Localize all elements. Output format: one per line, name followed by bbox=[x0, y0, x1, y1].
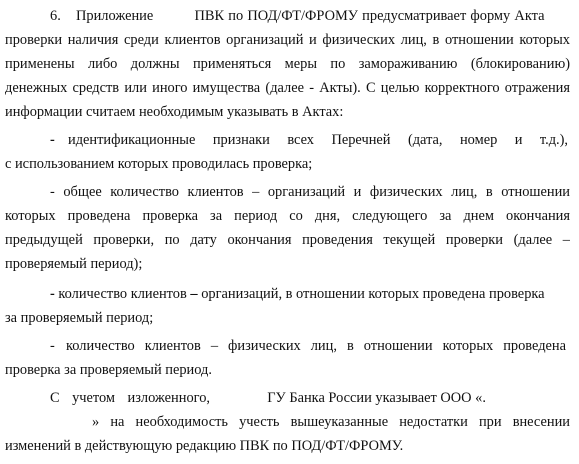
bullet-3-text-b: – bbox=[190, 286, 198, 302]
paragraph-1-line-4: денежных средств или иного имущества (далее - Акты). С целью корректного отражения bbox=[5, 80, 570, 96]
paragraph-1-line-2: проверки наличия среди клиентов организаций и физических лиц, в отношении которых bbox=[5, 32, 570, 48]
bullet-2-line-4: проверяемый период); bbox=[5, 256, 143, 272]
conclusion-line-1 bbox=[50, 388, 570, 408]
appendix-word: Приложение bbox=[76, 8, 154, 24]
appendix-description: ПВК по ПОД/ФТ/ФРОМУ предусматривает форму Акта bbox=[194, 8, 545, 24]
conclusion-text-b: ГУ Банка России указывает ООО «. bbox=[267, 390, 486, 406]
bullet-2-line-1: - общее количество клиентов – организаций и физических лиц, в отношении bbox=[50, 184, 570, 200]
bullet-4-line-2: проверка за проверяемый период. bbox=[5, 362, 212, 378]
bullet-1-line-1 bbox=[50, 130, 570, 150]
bullet-dash: - bbox=[50, 132, 55, 148]
bullet-3-line-2: за проверяемый период; bbox=[5, 310, 154, 326]
bullet-1-text: идентификационные признаки всех Перечней (дата, номер и т.д.), bbox=[68, 132, 569, 148]
paragraph-1-line-3: применены либо должны применяться меры по замораживанию (блокированию) bbox=[5, 56, 570, 72]
paragraph-1-line-5: информации считаем необходимым указывать в Актах: bbox=[5, 104, 344, 120]
bullet-2-line-3: предыдущей проверки, по дату окончания проведения текущей проверки (далее – bbox=[5, 232, 570, 248]
paragraph-1-line-1 bbox=[50, 6, 570, 26]
bullet-3-line-1 bbox=[50, 284, 570, 304]
bullet-4-text: количество клиентов – физических лиц, в отношении которых проведена bbox=[66, 338, 567, 354]
bullet-3-text-c: организаций, в отношении которых проведена проверка bbox=[201, 286, 545, 302]
bullet-3-text-a: количество клиентов bbox=[58, 286, 187, 302]
bullet-dash: - bbox=[50, 286, 55, 302]
bullet-1-line-2: с использованием которых проводилась проверка; bbox=[5, 156, 313, 172]
conclusion-text-a: С учетом изложенного, bbox=[50, 390, 210, 406]
bullet-2-line-2: которых проведена проверка за период со дня, следующего за днем окончания bbox=[5, 208, 570, 224]
bullet-dash: - bbox=[50, 338, 55, 354]
conclusion-line-3: изменений в действующую редакцию ПВК по ПОД/ФТ/ФРОМУ. bbox=[5, 438, 404, 454]
conclusion-line-2: » на необходимость учесть вышеуказанные недостатки при внесении bbox=[92, 414, 570, 430]
item-number: 6. bbox=[50, 8, 61, 24]
bullet-4-line-1 bbox=[50, 336, 570, 356]
